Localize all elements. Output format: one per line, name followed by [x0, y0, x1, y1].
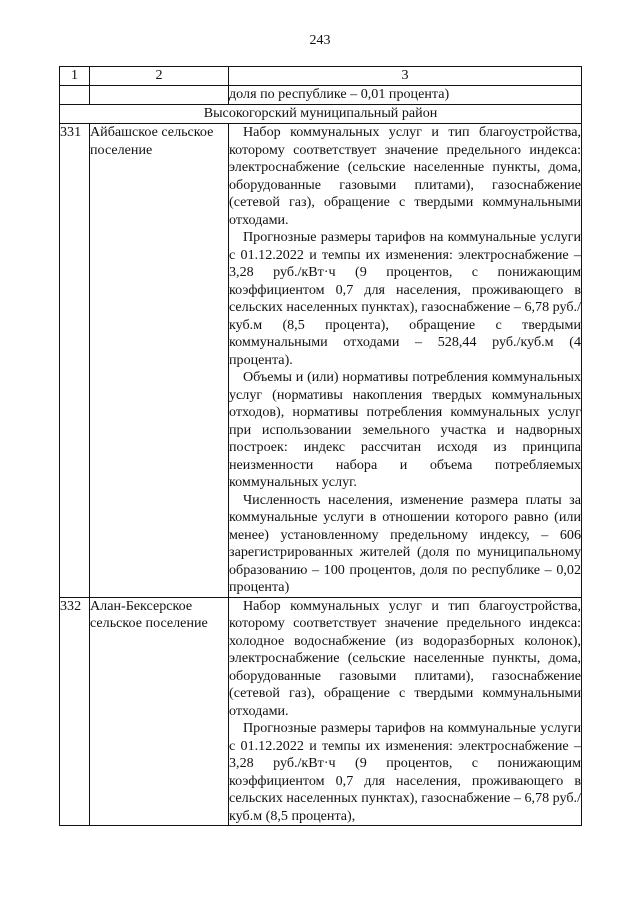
row-number: 331: [60, 124, 90, 598]
header-col-3: 3: [229, 67, 582, 86]
tariff-table: [59, 66, 582, 826]
settlement-name: Алан-Бексерское сельское поселение: [90, 597, 229, 826]
empty-cell: [90, 86, 229, 105]
row-number: 332: [60, 597, 90, 826]
district-name: Высокогорский муниципальный район: [60, 105, 582, 124]
continuation-text: доля по республике – 0,01 процента): [229, 86, 582, 105]
page-number: 243: [309, 33, 331, 48]
table-header-row: [60, 67, 582, 86]
paragraph: Набор коммунальных услуг и тип благоустройства, которому соответствует значение предельного индекса: электроснабжение (сельские населенные пункты, дома, оборудованные газовыми плитами), газоснабжение (сетевой газ), обращение с твердыми коммунальными отходами.: [229, 124, 581, 228]
paragraph: Прогнозные размеры тарифов на коммунальные услуги с 01.12.2022 и темпы их изменения: электроснабжение – 3,28 руб./кВт·ч (9 процентов, с понижающим коэффициентом 0,7 для населения, проживающего в сельских населенных пунктах), газоснабжение – 6,78 руб./куб.м (8,5 процента), обращение с твердыми коммунальными отходами – 528,44 руб./куб.м (4 процента).: [229, 229, 581, 368]
paragraph: Объемы и (или) нормативы потребления коммунальных услуг (нормативы накопления твердых коммунальных отходов), нормативы потребления коммунальных услуг при использовании земельного участка и надворных построек: индекс рассчитан исходя из принципа неизменности набора и объема потребляемых коммунальных услуг.: [229, 369, 581, 490]
header-col-2: 2: [90, 67, 229, 86]
table-row: [60, 124, 582, 598]
row-content: [229, 597, 582, 826]
table-row: [60, 597, 582, 826]
paragraph: Набор коммунальных услуг и тип благоустройства, которому соответствует значение предельного индекса: холодное водоснабжение (из водоразборных колонок), электроснабжение (сельские населенные пункты, дома, оборудованные газовыми плитами), газоснабжение (сетевой газ), обращение с твердыми коммунальными отходами.: [229, 597, 581, 719]
paragraph: Прогнозные размеры тарифов на коммунальные услуги с 01.12.2022 и темпы их изменения: электроснабжение – 3,28 руб./кВт·ч (9 процентов, с понижающим коэффициентом 0,7 для населения, проживающего в сельских населенных пунктах), газоснабжение – 6,78 руб./куб.м (8,5 процента),: [229, 720, 581, 824]
district-row: [60, 105, 582, 124]
continuation-row: [60, 86, 582, 105]
settlement-name: Айбашское сельское поселение: [90, 124, 229, 598]
header-col-1: 1: [60, 67, 90, 86]
paragraph: Численность населения, изменение размера платы за коммунальные услуги в отношении которого равно (или менее) установленному предельному индексу, – 606 зарегистрированных жителей (доля по муниципальному образованию – 100 процентов, доля по республике – 0,02 процента): [229, 491, 581, 595]
empty-cell: [60, 86, 90, 105]
row-content: [229, 124, 582, 598]
